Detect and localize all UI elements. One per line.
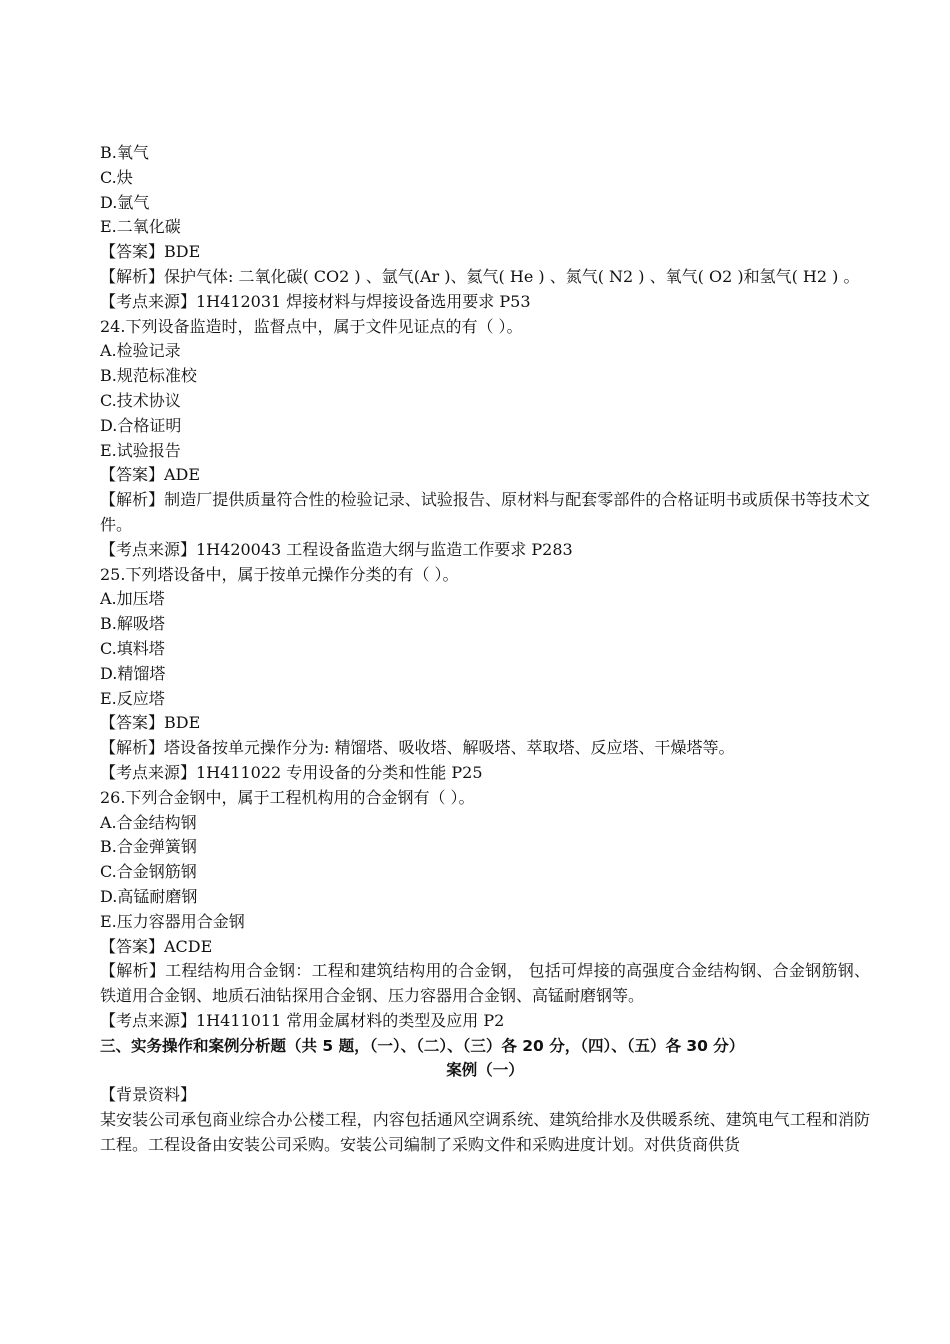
q23-option-b: B.氧气	[100, 143, 149, 162]
q26-answer: 【答案】ACDE	[100, 936, 213, 956]
q25-analysis: 【解析】塔设备按单元操作分为: 精馏塔、吸收塔、解吸塔、萃取塔、反应塔、干燥塔等。	[100, 738, 735, 758]
q24-option-d: D.合格证明	[100, 415, 182, 435]
q24-question: 24.下列设备监造时，监督点中，属于文件见证点的有（ ）。	[100, 316, 523, 336]
q25-answer: 【答案】BDE	[100, 713, 201, 733]
q23-option-e: E.二氧化碳	[100, 217, 181, 237]
q23-analysis: 【解析】保护气体: 二氧化碳( CO2 ) 、氩气(Ar )、氦气( He ) 、氮气( N2 ) 、氧气( O2 )和氢气( H2 ) 。	[100, 266, 860, 286]
q24-analysis: 【解析】制造厂提供质量符合性的检验记录、试验报告、原材料与配套零部件的合格证明书或质保书等技术文件。	[100, 490, 870, 534]
q24-option-e: E.试验报告	[100, 440, 181, 460]
q23-option-c: C.炔	[100, 167, 133, 187]
q26-option-b: B.合金弹簧钢	[100, 837, 197, 857]
q26-source: 【考点来源】1H411011 常用金属材料的类型及应用 P2	[100, 1010, 505, 1030]
q26-option-c: C.合金钢筋钢	[100, 862, 197, 882]
q24-option-c: C.技术协议	[100, 390, 181, 410]
background-text: 某安装公司承包商业综合办公楼工程，内容包括通风空调系统、建筑给排水及供暖系统、建筑电气工程和消防工程。工程设备由安装公司采购。安装公司编制了采购文件和采购进度计划。对供货商供货	[100, 1110, 870, 1154]
section3-title: 三、实务操作和案例分析题（共 5 题，（一）、（二）、（三）各 20 分，（四）、（五）各 30 分）	[100, 1036, 745, 1055]
case-title: 案例（一）	[446, 1061, 524, 1080]
q25-question: 25.下列塔设备中，属于按单元操作分类的有（ ）。	[100, 564, 459, 584]
q26-question: 26.下列合金钢中，属于工程机构用的合金钢有（ ）。	[100, 787, 475, 807]
q25-source: 【考点来源】1H411022 专用设备的分类和性能 P25	[100, 762, 483, 782]
q25-option-c: C.填料塔	[100, 638, 165, 658]
q23-option-d: D.氩气	[100, 192, 150, 212]
q24-option-b: B.规范标准校	[100, 366, 197, 386]
q24-source: 【考点来源】1H420043 工程设备监造大纲与监造工作要求 P283	[100, 539, 573, 559]
q25-option-a: A.加压塔	[100, 589, 165, 609]
q24-option-a: A.检验记录	[100, 341, 181, 361]
q24-answer: 【答案】ADE	[100, 465, 201, 485]
q26-option-a: A.合金结构钢	[100, 812, 197, 832]
q26-analysis: 【解析】工程结构用合金钢：工程和建筑结构用的合金钢， 包括可焊接的高强度合金结构钢、合金钢筋钢、铁道用合金钢、地质石油钻探用合金钢、压力容器用合金钢、高锰耐磨钢等。	[100, 961, 870, 1006]
q26-option-e: E.压力容器用合金钢	[100, 911, 245, 931]
q23-answer: 【答案】BDE	[100, 242, 201, 262]
q25-option-d: D.精馏塔	[100, 663, 166, 683]
document-page	[100, 141, 870, 1158]
q23-source: 【考点来源】1H412031 焊接材料与焊接设备选用要求 P53	[100, 291, 531, 311]
background-label: 【背景资料】	[100, 1085, 197, 1105]
q26-option-d: D.高锰耐磨钢	[100, 886, 198, 906]
q25-option-b: B.解吸塔	[100, 614, 165, 634]
q25-option-e: E.反应塔	[100, 688, 165, 708]
